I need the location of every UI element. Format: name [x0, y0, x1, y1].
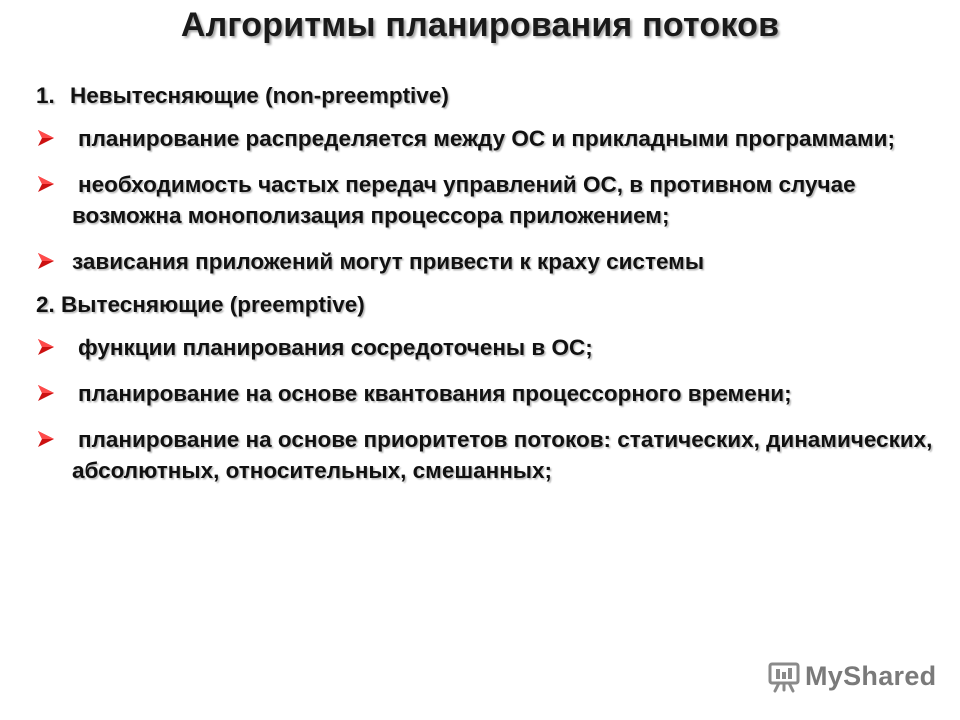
- list-item: [36, 169, 936, 231]
- bullet-text: необходимость частых передач управлений ОС, в противном случае возможна монополизация процессора приложением;: [72, 172, 856, 228]
- bullet-text: зависания приложений могут привести к краху системы: [72, 249, 705, 274]
- section-1-title: Невытесняющие (non-preemptive): [70, 83, 449, 108]
- section-2-title: 2. Вытесняющие (preemptive): [36, 292, 365, 317]
- list-item: [36, 123, 936, 154]
- list-item: [36, 378, 936, 409]
- arrow-bullet-icon: [36, 337, 56, 357]
- arrow-bullet-icon: [36, 251, 56, 271]
- bullet-text: планирование распределяется между ОС и прикладными программами;: [78, 126, 895, 151]
- list-item: [36, 424, 936, 486]
- watermark: [767, 656, 936, 696]
- watermark-text: MyShared: [805, 660, 937, 691]
- arrow-bullet-icon: [36, 383, 56, 403]
- slide-title: Алгоритмы планирования потоков: [180, 6, 780, 44]
- section-1-number: 1.: [36, 83, 55, 108]
- section-1-heading: [36, 80, 936, 111]
- arrow-bullet-icon: [36, 429, 56, 449]
- arrow-bullet-icon: [36, 128, 56, 148]
- presentation-board-icon: [767, 659, 801, 693]
- slide-content: [36, 80, 936, 501]
- arrow-bullet-icon: [36, 174, 56, 194]
- list-item: [36, 332, 936, 363]
- bullet-text: планирование на основе приоритетов потоков: статических, динамических, абсолютных, относительных, смешанных;: [72, 427, 933, 483]
- section-2-heading: [36, 289, 936, 320]
- bullet-text: функции планирования сосредоточены в ОС;: [78, 335, 593, 360]
- list-item: [36, 246, 936, 277]
- bullet-text: планирование на основе квантования процессорного времени;: [78, 381, 792, 406]
